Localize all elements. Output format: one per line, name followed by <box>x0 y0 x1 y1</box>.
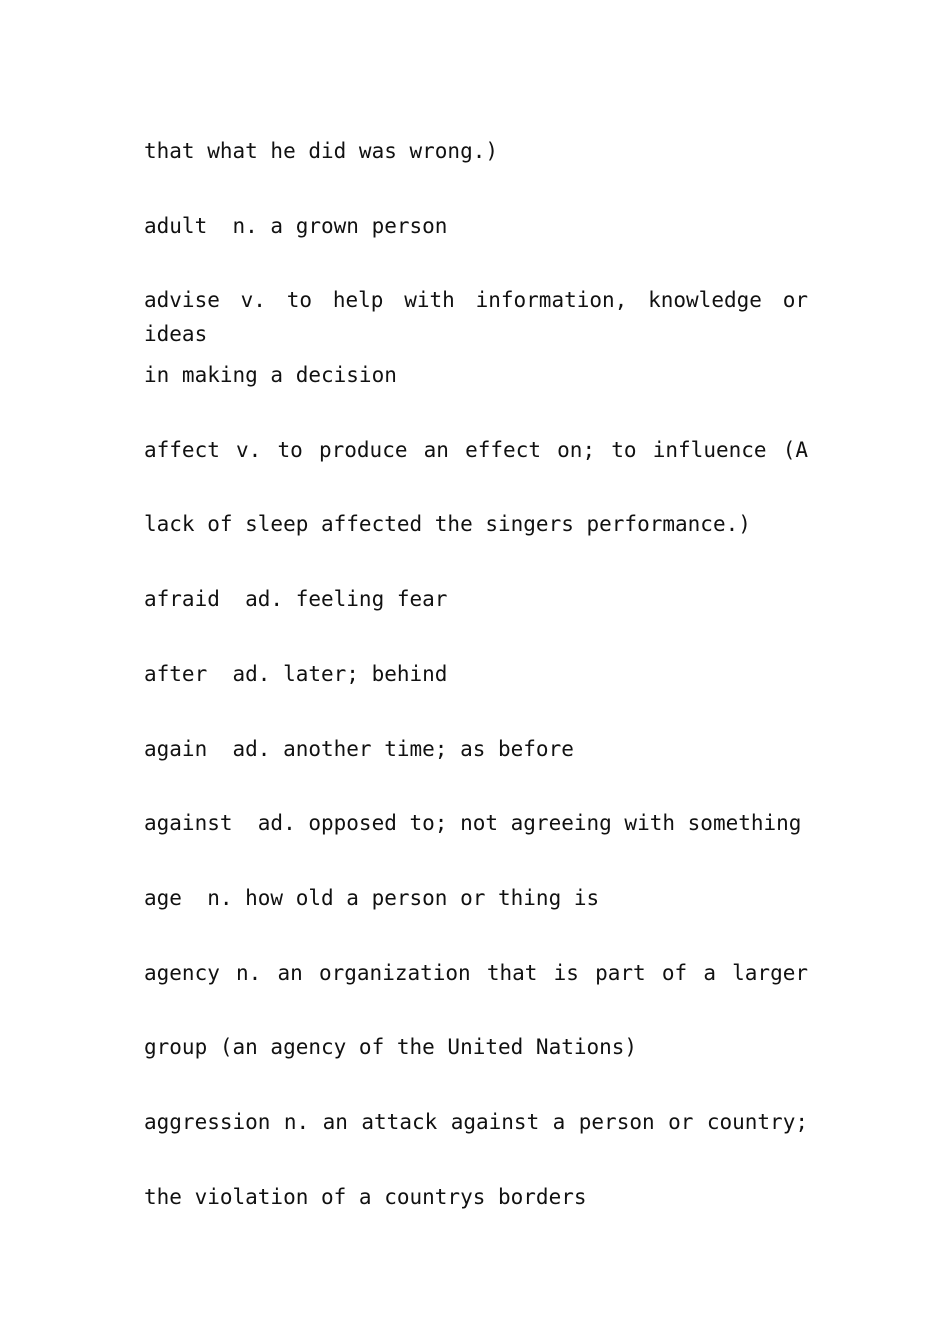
text-line-11: age n. how old a person or thing is <box>144 885 600 910</box>
text-line-3: advise v. to help with information, knowledge or ideas <box>144 288 808 347</box>
text-line-12: agency n. an organization that is part of a larger <box>144 960 808 985</box>
text-line-6: lack of sleep affected the singers performance.) <box>144 512 751 537</box>
text-line-15: the violation of a countrys borders <box>144 1184 587 1209</box>
text-line-9: again ad. another time; as before <box>144 736 574 761</box>
text-line-10: against ad. opposed to; not agreeing with something <box>144 811 802 836</box>
text-line-4: in making a decision <box>144 363 397 388</box>
text-line-14: aggression n. an attack against a person or country; <box>144 1109 808 1134</box>
text-line-1: that what he did was wrong.) <box>144 139 499 163</box>
text-line-8: after ad. later; behind <box>144 661 448 686</box>
text-line-7: afraid ad. feeling fear <box>144 587 448 612</box>
text-line-2: adult n. a grown person <box>144 213 448 238</box>
text-line-13: group (an agency of the United Nations) <box>144 1035 638 1060</box>
text-line-5: affect v. to produce an effect on; to influence (A <box>144 437 808 462</box>
document-body <box>144 134 808 1254</box>
